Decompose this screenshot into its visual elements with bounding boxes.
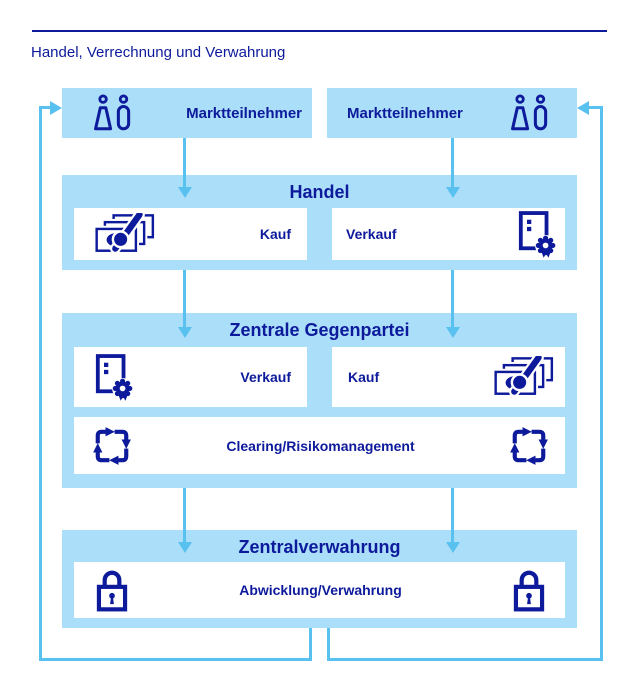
certificate-icon	[94, 353, 134, 401]
arrowhead-down-icon	[178, 187, 192, 198]
participant-box-right	[327, 88, 577, 138]
connector-right-ccp-to-csd	[451, 488, 454, 543]
participant-label: Marktteilnehmer	[347, 104, 463, 122]
handel-title: Handel	[289, 182, 350, 202]
lock-icon	[511, 567, 547, 613]
handel-kauf-box	[74, 208, 307, 260]
feedback-bottom-right	[327, 658, 603, 661]
arrowhead-left-icon	[577, 101, 589, 115]
connector-right-participant-to-handel	[451, 138, 454, 188]
feedback-side-left	[39, 106, 42, 661]
feedback-top-right	[589, 106, 603, 109]
ccp-verkauf-box	[74, 347, 307, 407]
feedback-bottom-left	[39, 658, 312, 661]
feedback-exit-left	[309, 628, 312, 660]
connector-left-handel-to-ccp	[183, 270, 186, 328]
arrowhead-down-icon	[446, 327, 460, 338]
connector-left-ccp-to-csd	[183, 488, 186, 543]
arrowhead-down-icon	[178, 327, 192, 338]
arrowhead-down-icon	[446, 542, 460, 553]
participant-box-left	[62, 88, 312, 138]
arrowhead-down-icon	[446, 187, 460, 198]
participant-label: Marktteilnehmer	[186, 104, 302, 122]
settlement-box	[74, 562, 565, 618]
handel-verkauf-label: Verkauf	[346, 226, 397, 242]
lock-icon	[94, 567, 130, 613]
certificate-icon	[517, 210, 557, 258]
connector-right-handel-to-ccp	[451, 270, 454, 328]
handel-kauf-label: Kauf	[259, 226, 291, 242]
handel-section	[62, 175, 577, 270]
settlement-label: Abwicklung/Verwahrung	[239, 582, 402, 598]
ccp-verkauf-label: Verkauf	[240, 369, 291, 385]
cycle-icon	[90, 424, 134, 468]
participant-row	[62, 88, 312, 138]
handel-verkauf-box	[332, 208, 565, 260]
page-title: Handel, Verrechnung und Verwahrung	[31, 44, 286, 61]
ccp-kauf-label: Kauf	[348, 369, 380, 385]
clearing-box	[74, 417, 565, 474]
people-icon	[509, 94, 553, 132]
money-icon	[94, 213, 156, 256]
connector-left-participant-to-handel	[183, 138, 186, 188]
cycle-icon	[507, 424, 551, 468]
ccp-kauf-box	[332, 347, 565, 407]
participant-row	[327, 88, 577, 138]
arrowhead-down-icon	[178, 542, 192, 553]
money-icon	[493, 356, 555, 399]
feedback-exit-right	[327, 628, 330, 660]
ccp-title: Zentrale Gegenpartei	[229, 320, 410, 340]
ccp-section	[62, 313, 577, 488]
people-icon	[92, 94, 136, 132]
csd-section	[62, 530, 577, 628]
header-rule	[32, 30, 607, 32]
feedback-side-right	[600, 106, 603, 661]
csd-title: Zentralverwahrung	[238, 537, 401, 557]
clearing-label: Clearing/Risikomanagement	[226, 437, 415, 454]
arrowhead-right-icon	[50, 101, 62, 115]
